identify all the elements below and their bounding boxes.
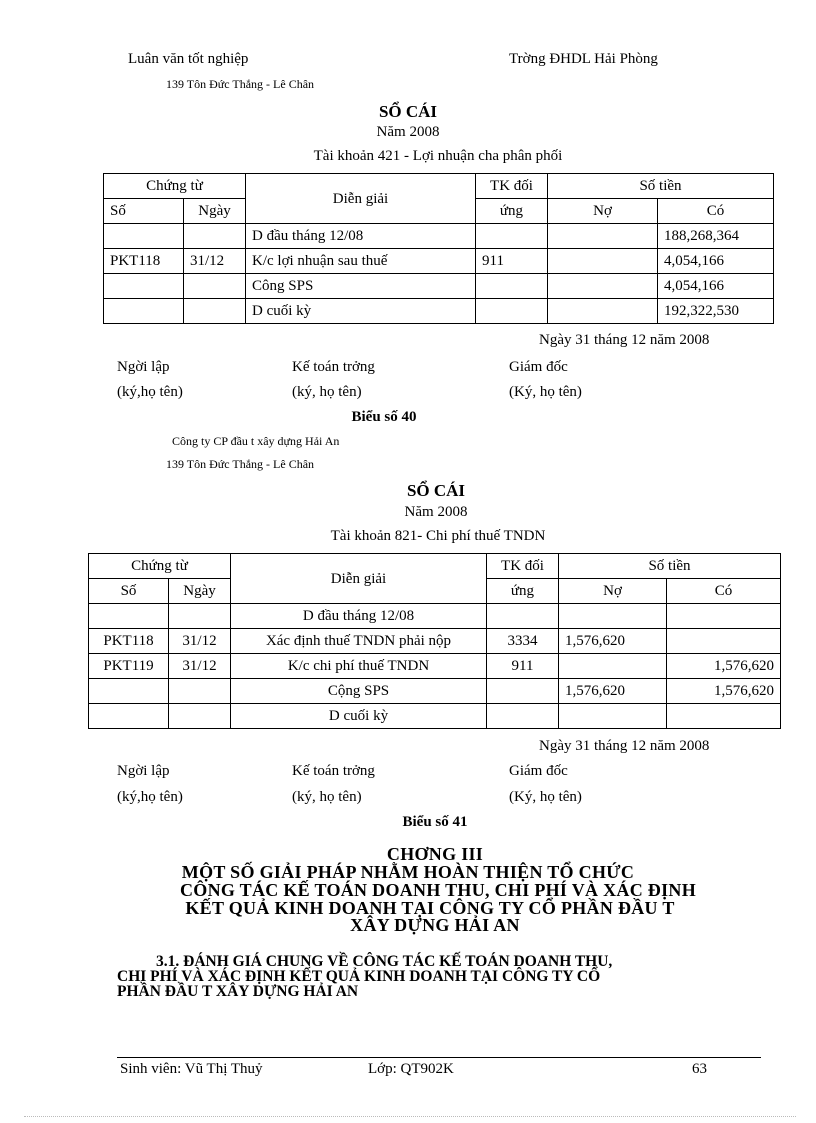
sign-maker-sub: (ký,họ tên) <box>117 789 183 805</box>
cell-co: 188,268,364 <box>658 224 774 249</box>
table-row <box>89 679 781 704</box>
section-heading-2: CHI PHÍ VÀ XÁC ĐỊNH KẾT QUẢ KINH DOANH TẠI CÔNG TY CỔ <box>117 968 601 985</box>
cell-ngay: 31/12 <box>169 629 231 654</box>
section-heading-3: PHẦN ĐẦU T XÂY DỰNG HẢI AN <box>117 983 359 1000</box>
header-chungtu: Chứng từ <box>104 174 246 199</box>
cell-diengiai: D cuối kỳ <box>231 704 487 729</box>
header-left: Luân văn tốt nghiệp <box>128 51 249 67</box>
cell-ngay <box>184 299 246 324</box>
ledger2-account: Tài khoản 821- Chi phí thuế TNDN <box>330 528 546 544</box>
sign-accountant: Kế toán trởng <box>292 359 375 375</box>
cell-tk <box>487 604 559 629</box>
ledger2-date: Ngày 31 tháng 12 năm 2008 <box>539 738 710 754</box>
chapter-title-3: KẾT QUẢ KINH DOANH TẠI CÔNG TY CỔ PHẦN ĐẦU T <box>185 898 675 918</box>
chapter-title-2: CÔNG TÁC KẾ TOÁN DOANH THU, CHI PHÍ VÀ XÁC ĐỊNH <box>180 880 696 900</box>
sign-maker: Ngời lập <box>117 763 170 779</box>
caption-41: Biểu số 41 <box>402 814 468 830</box>
cell-diengiai: D cuối kỳ <box>246 299 476 324</box>
cell-ngay <box>169 604 231 629</box>
cell-co <box>667 604 781 629</box>
cell-tk <box>476 274 548 299</box>
ledger1-date: Ngày 31 tháng 12 năm 2008 <box>539 332 710 348</box>
cell-diengiai: Công SPS <box>246 274 476 299</box>
cell-ngay <box>184 224 246 249</box>
cell-tk <box>487 704 559 729</box>
header-ngay: Ngày <box>169 579 231 604</box>
cell-diengiai: D đầu tháng 12/08 <box>231 604 487 629</box>
footer-page-number: 63 <box>692 1061 707 1077</box>
chapter-title-1: MỘT SỐ GIẢI PHÁP NHẰM HOÀN THIỆN TỔ CHỨC <box>181 862 635 882</box>
cell-ngay <box>184 274 246 299</box>
company-address: 139 Tôn Đức Thắng - Lê Chân <box>166 77 315 91</box>
header-so: Số <box>104 199 184 224</box>
cell-so <box>104 299 184 324</box>
table-row <box>104 274 774 299</box>
header-ngay: Ngày <box>184 199 246 224</box>
cell-tk: 3334 <box>487 629 559 654</box>
cell-so <box>89 604 169 629</box>
ledger1-title: SỔ CÁI <box>378 102 438 121</box>
cell-ngay: 31/12 <box>169 654 231 679</box>
table-row <box>104 224 774 249</box>
cell-no <box>559 604 667 629</box>
footer-student: Sinh viên: Vũ Thị Thuỷ <box>120 1061 263 1077</box>
sign-director-sub: (Ký, họ tên) <box>509 789 582 805</box>
cell-no <box>548 274 658 299</box>
cell-diengiai: Xác định thuế TNDN phải nộp <box>231 629 487 654</box>
chapter-number: CHƠNG III <box>386 844 484 864</box>
cell-tk <box>476 224 548 249</box>
ledger1-table <box>103 173 774 324</box>
cell-co <box>667 704 781 729</box>
cell-so <box>89 704 169 729</box>
ledger1-account: Tài khoản 421 - Lợi nhuận cha phân phối <box>313 148 563 164</box>
table-row <box>104 299 774 324</box>
cell-no: 1,576,620 <box>559 679 667 704</box>
cell-ngay <box>169 679 231 704</box>
table-row <box>89 629 781 654</box>
cell-co: 4,054,166 <box>658 274 774 299</box>
cell-so <box>104 224 184 249</box>
header-co: Có <box>658 199 774 224</box>
cell-no <box>548 224 658 249</box>
cell-tk: 911 <box>476 249 548 274</box>
sign-accountant: Kế toán trởng <box>292 763 375 779</box>
header-no: Nợ <box>548 199 658 224</box>
page-edge-divider <box>24 1116 796 1117</box>
header-ung: ứng <box>476 199 548 224</box>
header-no: Nợ <box>559 579 667 604</box>
cell-ngay <box>169 704 231 729</box>
cell-so: PKT118 <box>104 249 184 274</box>
table-row <box>89 704 781 729</box>
cell-co: 4,054,166 <box>658 249 774 274</box>
sign-maker: Ngời lập <box>117 359 170 375</box>
header-ung: ứng <box>487 579 559 604</box>
header-tk-doi: TK đối <box>476 174 548 199</box>
sign-director-sub: (Ký, họ tên) <box>509 384 582 400</box>
header-sotien: Số tiền <box>548 174 774 199</box>
cell-no <box>559 704 667 729</box>
cell-so <box>104 274 184 299</box>
table-row <box>89 604 781 629</box>
company-address-2: 139 Tôn Đức Thắng - Lê Chân <box>166 457 315 471</box>
cell-co: 1,576,620 <box>667 679 781 704</box>
section-heading-1: 3.1. ĐÁNH GIÁ CHUNG VỀ CÔNG TÁC KẾ TOÁN DOANH THU, <box>156 953 613 970</box>
cell-no <box>548 249 658 274</box>
ledger2-title: SỔ CÁI <box>406 481 466 500</box>
cell-diengiai: D đầu tháng 12/08 <box>246 224 476 249</box>
cell-tk <box>487 679 559 704</box>
header-chungtu: Chứng từ <box>89 554 231 579</box>
sign-director: Giám đốc <box>509 763 568 779</box>
cell-co <box>667 629 781 654</box>
footer-rule <box>117 1057 761 1058</box>
cell-diengiai: K/c lợi nhuận sau thuế <box>246 249 476 274</box>
ledger1-year: Năm 2008 <box>376 124 440 140</box>
caption-40: Biểu số 40 <box>351 409 417 425</box>
header-so: Số <box>89 579 169 604</box>
cell-so <box>89 679 169 704</box>
header-right: Trờng ĐHDL Hải Phòng <box>509 51 658 67</box>
cell-co: 192,322,530 <box>658 299 774 324</box>
sign-maker-sub: (ký,họ tên) <box>117 384 183 400</box>
cell-so: PKT119 <box>89 654 169 679</box>
header-sotien: Số tiền <box>559 554 781 579</box>
cell-no: 1,576,620 <box>559 629 667 654</box>
cell-ngay: 31/12 <box>184 249 246 274</box>
header-tk-doi: TK đối <box>487 554 559 579</box>
table-row <box>104 249 774 274</box>
chapter-title-4: XÂY DỰNG HẢI AN <box>350 915 520 935</box>
cell-so: PKT118 <box>89 629 169 654</box>
cell-tk <box>476 299 548 324</box>
header-co: Có <box>667 579 781 604</box>
footer-class: Lớp: QT902K <box>368 1061 454 1077</box>
sign-accountant-sub: (ký, họ tên) <box>292 384 362 400</box>
header-diengiai: Diễn giải <box>231 554 487 604</box>
cell-tk: 911 <box>487 654 559 679</box>
cell-co: 1,576,620 <box>667 654 781 679</box>
header-diengiai: Diễn giải <box>246 174 476 224</box>
table-row <box>89 654 781 679</box>
cell-no <box>548 299 658 324</box>
cell-diengiai: Cộng SPS <box>231 679 487 704</box>
cell-diengiai: K/c chi phí thuế TNDN <box>231 654 487 679</box>
sign-accountant-sub: (ký, họ tên) <box>292 789 362 805</box>
ledger2-year: Năm 2008 <box>404 504 468 520</box>
cell-no <box>559 654 667 679</box>
sign-director: Giám đốc <box>509 359 568 375</box>
company-name: Công ty CP đầu t xây dựng Hải An <box>172 434 340 448</box>
ledger2-table <box>88 553 781 729</box>
